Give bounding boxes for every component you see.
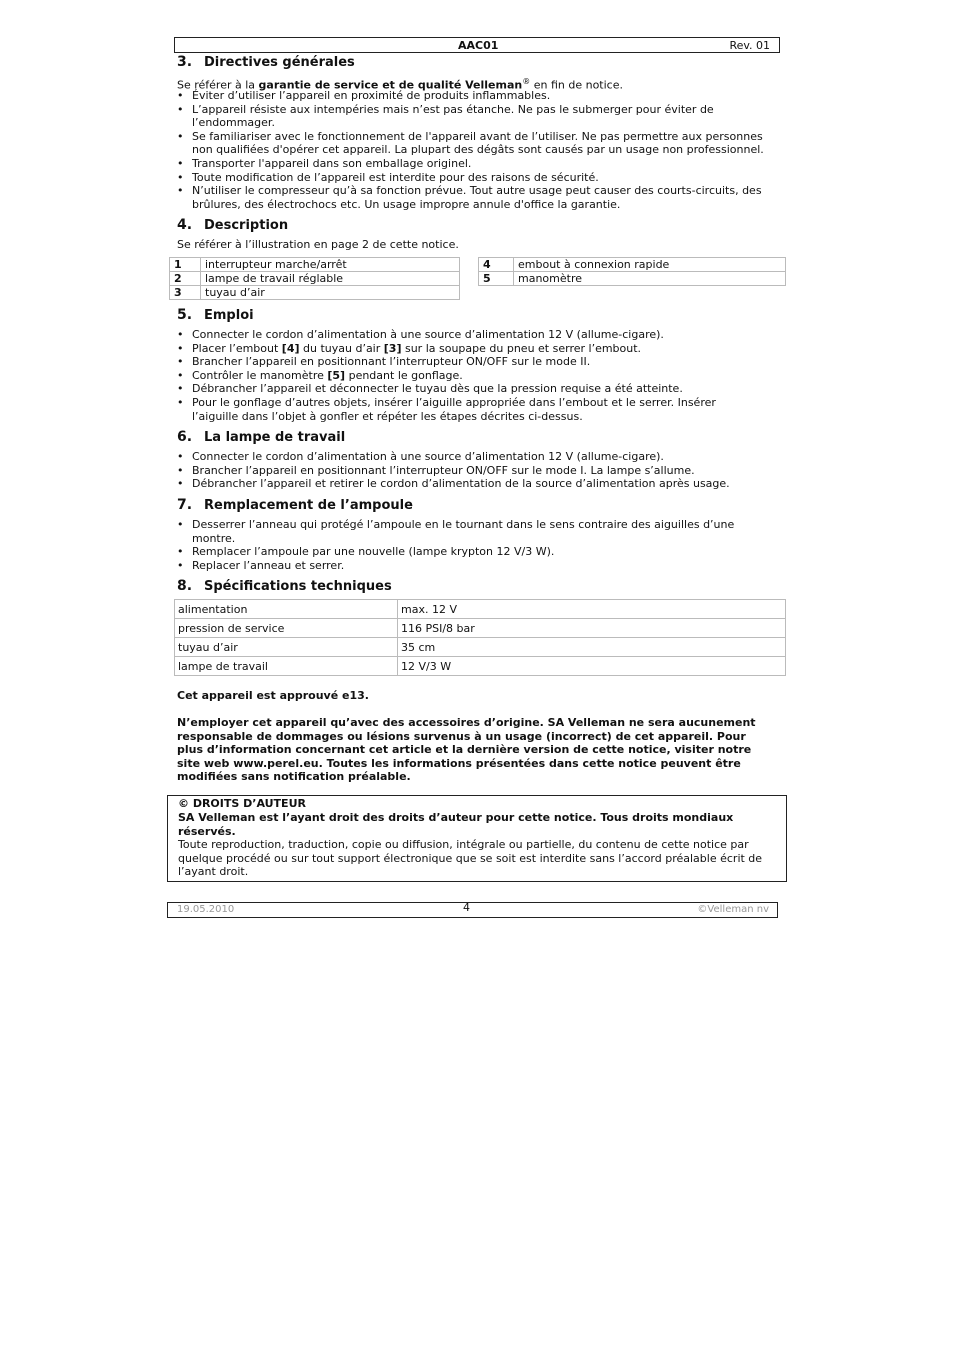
table-row: 3 tuyau d’air xyxy=(170,286,460,300)
list-item: • Brancher l’appareil en positionnant l’interrupteur ON/OFF sur le mode II. xyxy=(177,355,757,369)
table-row: alimentation max. 12 V xyxy=(175,600,786,619)
usage-notice: N’employer cet appareil qu’avec des accessoires d’origine. SA Velleman ne sera aucunement responsable de dommages ou lésions survenus à un usage (incorrect) de cet appareil. Pour plus d’information concernant cet article et la dernière version de cette notice, visiter notre site web www.perel.eu. Toutes les informations présentées dans cette notice peuvent être modifiées sans notification préalable. xyxy=(177,716,756,784)
copyright-statement: SA Velleman est l’ayant droit des droits d’auteur pour cette notice. Tous droits mondiaux réservés. xyxy=(178,811,734,838)
list-item: • Débrancher l’appareil et déconnecter le tuyau dès que la pression requise a été atteinte. xyxy=(177,382,757,396)
page-footer xyxy=(167,902,778,918)
parts-table-left xyxy=(169,257,460,300)
parts-table-right xyxy=(478,257,786,286)
section-3-intro: Se référer à la garantie de service et de qualité Velleman® en fin de notice. xyxy=(177,77,623,92)
list-item: • Se familiariser avec le fonctionnement de l'appareil avant de l’utiliser. Ne pas permettre aux personnes non qualifiées d'opérer cet appareil. La plupart des dégâts sont causés par un usage non professionnel. xyxy=(177,130,780,157)
section-6-list xyxy=(177,450,777,491)
list-item: • Replacer l’anneau et serrer. xyxy=(177,559,762,573)
copyright-title: © DROITS D’AUTEUR xyxy=(178,797,306,810)
table-row: 2 lampe de travail réglable xyxy=(170,272,460,286)
approval-note: Cet appareil est approuvé e13. xyxy=(177,689,369,702)
table-row: 5 manomètre xyxy=(479,272,786,286)
section-5-list xyxy=(177,328,757,423)
table-row: 1 interrupteur marche/arrêt xyxy=(170,258,460,272)
page-number: 4 xyxy=(463,901,470,914)
copyright-text: Toute reproduction, traduction, copie ou diffusion, intégrale ou partielle, du contenu de cette notice par quelque procédé ou sur tout support électronique que se soit est interdite sans l’accord préalable écrit de l’ayant droit. xyxy=(178,838,763,879)
list-item: • L’appareil résiste aux intempéries mais n’est pas étanche. Ne pas le submerger pour éviter de l’endommager. xyxy=(177,103,780,130)
list-item: • Remplacer l’ampoule par une nouvelle (lampe krypton 12 V/3 W). xyxy=(177,545,762,559)
list-item: • Contrôler le manomètre [5] pendant le gonflage. xyxy=(177,369,757,383)
footer-date: 19.05.2010 xyxy=(177,904,235,915)
section-3-list xyxy=(177,89,780,211)
list-item: • Desserrer l’anneau qui protégé l’ampoule en le tournant dans le sens contraire des aiguilles d’une montre. xyxy=(177,518,762,545)
list-item: • Pour le gonflage d’autres objets, insérer l’aiguille appropriée dans l’embout et le serrer. Insérer l’aiguille dans l’objet à gonfler et répéter les étapes décrites ci-dessus. xyxy=(177,396,757,423)
table-row: pression de service 116 PSI/8 bar xyxy=(175,619,786,638)
section-4-heading: 4. Description xyxy=(177,217,289,233)
list-item: • Toute modification de l’appareil est interdite pour des raisons de sécurité. xyxy=(177,171,780,185)
list-item: • Débrancher l’appareil et retirer le cordon d’alimentation de la source d’alimentation après usage. xyxy=(177,477,777,491)
page-header xyxy=(174,37,780,53)
list-item: • Connecter le cordon d’alimentation à une source d’alimentation 12 V (allume-cigare). xyxy=(177,328,757,342)
section-7-list xyxy=(177,518,762,572)
list-item: • Transporter l'appareil dans son emballage originel. xyxy=(177,157,780,171)
section-8-heading: 8. Spécifications techniques xyxy=(177,578,392,594)
list-item: • Placer l’embout [4] du tuyau d’air [3] sur la soupape du pneu et serrer l’embout. xyxy=(177,342,757,356)
section-6-heading: 6. La lampe de travail xyxy=(177,429,346,445)
product-code: AAC01 xyxy=(458,39,499,52)
table-row: 4 embout à connexion rapide xyxy=(479,258,786,272)
list-item: • Connecter le cordon d’alimentation à une source d’alimentation 12 V (allume-cigare). xyxy=(177,450,777,464)
list-item: • Brancher l’appareil en positionnant l’interrupteur ON/OFF sur le mode I. La lampe s’allume. xyxy=(177,464,777,478)
copyright-box xyxy=(167,795,787,882)
list-item: • N’utiliser le compresseur qu’à sa fonction prévue. Tout autre usage peut causer des courts-circuits, des brûlures, des électrochocs etc. Un usage impropre annule d'office la garantie. xyxy=(177,184,780,211)
table-row: lampe de travail 12 V/3 W xyxy=(175,657,786,676)
table-row: tuyau d’air 35 cm xyxy=(175,638,786,657)
specifications-table xyxy=(174,599,786,676)
footer-copyright: ©Velleman nv xyxy=(697,904,769,915)
section-5-heading: 5. Emploi xyxy=(177,307,254,323)
section-7-heading: 7. Remplacement de l’ampoule xyxy=(177,497,413,513)
section-3-heading: 3. Directives générales xyxy=(177,54,355,70)
list-item: • Éviter d’utiliser l’appareil en proximité de produits inflammables. xyxy=(177,89,780,103)
section-4-intro: Se référer à l’illustration en page 2 de cette notice. xyxy=(177,238,459,251)
revision: Rev. 01 xyxy=(729,39,770,52)
